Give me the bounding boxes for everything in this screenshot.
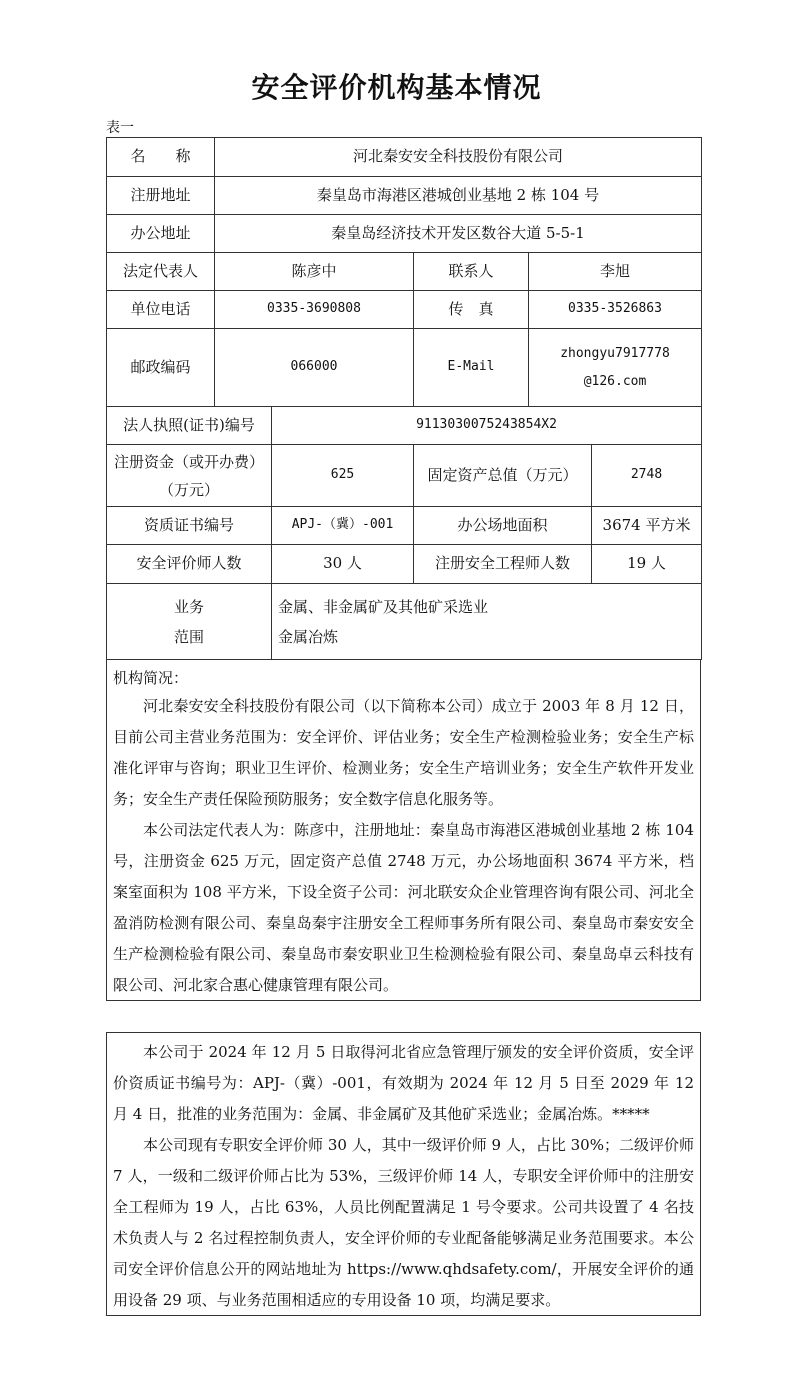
reg-addr-label: 注册地址 <box>107 177 215 215</box>
phone-value: 0335-3690808 <box>215 291 414 329</box>
assessors-value: 30 人 <box>272 545 414 584</box>
engineers-value: 19 人 <box>592 545 702 584</box>
intro-section <box>106 659 701 1001</box>
capital-value: 625 <box>272 445 414 507</box>
scope-value-line2: 金属冶炼 <box>278 627 339 646</box>
scope-label-line1: 业务 <box>173 597 204 616</box>
scope-value <box>272 584 702 660</box>
cert-label: 资质证书编号 <box>107 507 272 545</box>
basic-info-table <box>106 137 702 407</box>
engineers-label: 注册安全工程师人数 <box>414 545 592 584</box>
scope-value-line1: 金属、非金属矿及其他矿采选业 <box>278 597 489 616</box>
qualification-section <box>106 1032 701 1316</box>
email-value-line1: zhongyu7917778 <box>560 345 670 361</box>
table-label: 表一 <box>106 120 134 136</box>
office-addr-label: 办公地址 <box>107 215 215 253</box>
intro-heading: 机构简况： <box>113 669 189 687</box>
license-label: 法人执照(证书)编号 <box>107 407 272 445</box>
email-value <box>529 329 702 407</box>
postcode-value: 066000 <box>215 329 414 407</box>
email-value-line2: @126.com <box>583 373 647 389</box>
intro-paragraph-2: 本公司法定代表人为：陈彦中，注册地址：秦皇岛市海港区港城创业基地 2 栋 104 号，注册资金 625 万元，固定资产总值 2748 万元，办公场地面积 3674 平方米，档案室面积为 108 平方米，下设全资子公司：河北联安众企业管理咨询有限公司、河北全盈消防检测有限公司、秦皇岛秦宇注册安全工程师事务所有限公司、秦皇岛市秦安安全生产检测检验有限公司、秦皇岛市秦安职业卫生检测检验有限公司、秦皇岛卓云科技有限公司、河北家合惠心健康管理有限公司。 <box>113 821 694 994</box>
contact-label: 联系人 <box>414 253 529 291</box>
office-area-value: 3674 平方米 <box>592 507 702 545</box>
contact-value: 李旭 <box>529 253 702 291</box>
reg-addr-value: 秦皇岛市海港区港城创业基地 2 栋 104 号 <box>215 177 702 215</box>
name-value: 河北秦安安全科技股份有限公司 <box>215 138 702 177</box>
scope-label-line2: 范围 <box>173 627 204 646</box>
postcode-label: 邮政编码 <box>107 329 215 407</box>
office-addr-value: 秦皇岛经济技术开发区数谷大道 5-5-1 <box>215 215 702 253</box>
fax-label: 传 真 <box>414 291 529 329</box>
cert-value: APJ-（冀）-001 <box>272 507 414 545</box>
office-area-label: 办公场地面积 <box>414 507 592 545</box>
legal-rep-value: 陈彦中 <box>215 253 414 291</box>
capital-label <box>107 445 272 507</box>
qualification-paragraph-2: 本公司现有专职安全评价师 30 人，其中一级评价师 9 人，占比 30%；二级评价师 7 人，一级和二级评价师占比为 53%，三级评价师 14 人，专职安全评价师中的注册安全工程师为 19 人，占比 63%，人员比例配置满足 1 号令要求。公司共设置了 4 名技术负责人与 2 名过程控制负责人，安全评价师的专业配备能够满足业务范围要求。本公司安全评价信息公开的网站地址为 https://www.qhdsafety.com/，开展安全评价的通用设备 29 项、与业务范围相适应的专用设备 10 项，均满足要求。 <box>113 1136 694 1309</box>
qualification-paragraph-1: 本公司于 2024 年 12 月 5 日取得河北省应急管理厅颁发的安全评价资质，安全评价资质证书编号为：APJ-（冀）-001，有效期为 2024 年 12 月 5 日至 2029 年 12 月 4 日，批准的业务范围为：金属、非金属矿及其他矿采选业；金属冶炼。***** <box>113 1043 694 1123</box>
fax-value: 0335-3526863 <box>529 291 702 329</box>
capital-label-line1: 注册资金（或开办费） <box>113 452 264 471</box>
license-value: 911303007524385​4X2 <box>272 407 702 445</box>
phone-label: 单位电话 <box>107 291 215 329</box>
name-label: 名 称 <box>107 138 215 177</box>
capital-label-line2: （万元） <box>158 480 219 499</box>
intro-paragraph-1: 河北秦安安全科技股份有限公司（以下简称本公司）成立于 2003 年 8 月 12 日，目前公司主营业务范围为：安全评价、评估业务；安全生产检测检验业务；安全生产标准化评审与咨询；职业卫生评价、检测业务；安全生产培训业务；安全生产软件开发业务；安全生产责任保险预防服务；安全数字信息化服务等。 <box>113 697 694 808</box>
page-title: 安全评价机构基本情况 <box>251 71 542 104</box>
fixed-assets-value: 2748 <box>592 445 702 507</box>
detail-info-table <box>106 406 702 660</box>
scope-label <box>107 584 272 660</box>
fixed-assets-label: 固定资产总值（万元） <box>414 445 592 507</box>
assessors-label: 安全评价师人数 <box>107 545 272 584</box>
email-label: E-Mail <box>414 329 529 407</box>
legal-rep-label: 法定代表人 <box>107 253 215 291</box>
